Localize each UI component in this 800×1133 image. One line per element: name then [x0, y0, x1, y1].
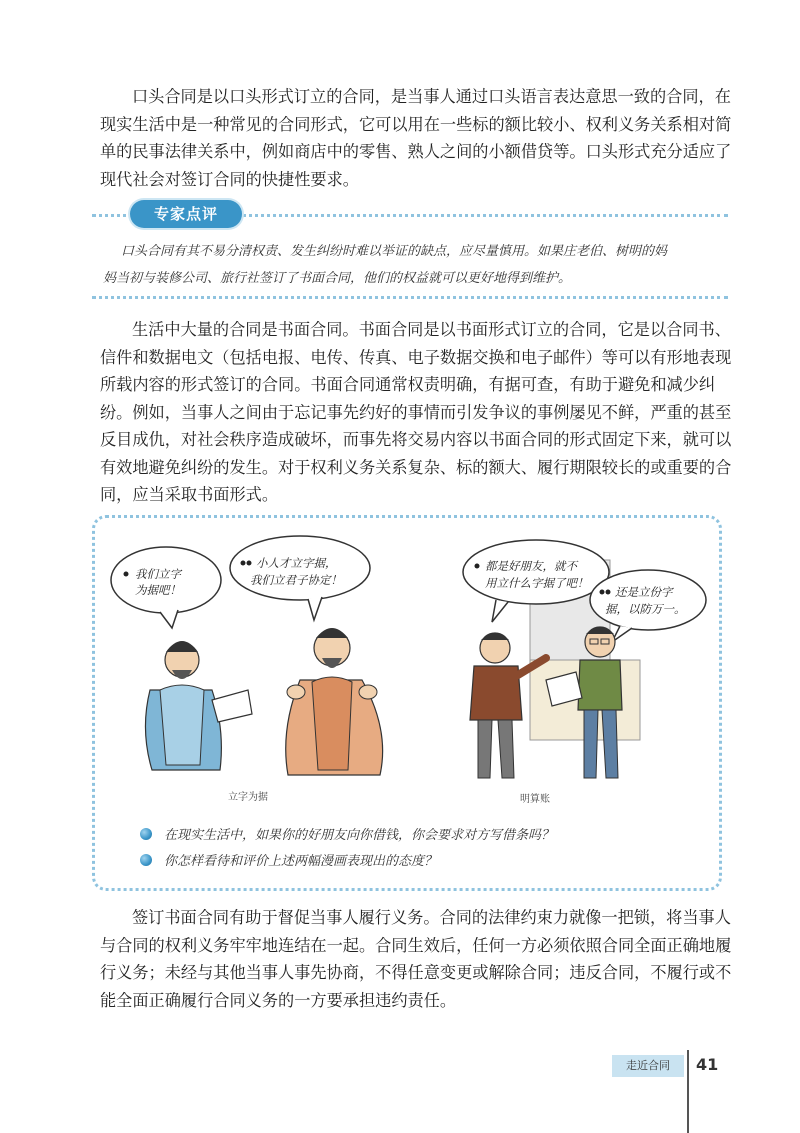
text-line: 所载内容的形式签订的合同。书面合同通常权责明确，有据可查，有助于避免和减少纠 — [100, 375, 716, 394]
left-cartoon — [111, 536, 383, 775]
question-text: 在现实生活中，如果你的好朋友向你借钱，你会要求对方写借条吗？ — [164, 828, 555, 843]
scholar-figure-left — [145, 641, 252, 770]
bubble-text: 我们立字 — [135, 567, 181, 581]
bubble-tail — [492, 600, 508, 622]
cartoon-illustrations — [100, 530, 710, 790]
page-number: 41 — [696, 1055, 719, 1074]
bubble-dot-icon — [247, 561, 252, 566]
paragraph-written-contract — [100, 316, 732, 509]
footer-section-label: 走近合同 — [612, 1055, 684, 1077]
expert-comment-text — [103, 238, 723, 292]
bubble-tail — [308, 597, 322, 620]
text-line: 能全面正确履行合同义务的一方要承担违约责任。 — [100, 990, 457, 1010]
speech-bubble — [590, 570, 706, 630]
discussion-question — [140, 824, 554, 843]
text-line: 反目成仇，对社会秩序造成破坏，而事先将交易内容以书面合同的形式固定下来，就可以 — [100, 430, 732, 449]
text-line: 同，应当采取书面形式。 — [100, 485, 279, 504]
question-text: 你怎样看待和评价上述两幅漫画表现出的态度？ — [164, 854, 438, 869]
text-line: 口头合同是以口头形式订立的合同，是当事人通过口头语言表达意思一致的合同，在 — [132, 87, 731, 106]
text-line: 纷。例如，当事人之间由于忘记事先约好的事情而引发争议的事例屡见不鲜，严重的甚至 — [100, 402, 732, 422]
text-line: 单的民事法律关系中，例如商店中的零售、熟人之间的小额借贷等。口头形式充分适应了 — [100, 142, 732, 161]
text-line: 信件和数据电文（包括电报、电传、传真、电子数据交换和电子邮件）等可以有形地表现 — [100, 347, 732, 367]
bullet-icon — [140, 854, 152, 866]
text-line: 现代社会对签订合同的快捷性要求。 — [100, 169, 359, 189]
text-line: 妈当初与装修公司、旅行社签订了书面合同，他们的权益就可以更好地得到维护。 — [103, 271, 572, 286]
text-line: 现实生活中是一种常见的合同形式，它可以用在一些标的额比较小、权利义务关系相对简 — [100, 114, 732, 134]
bubble-text: 用立什么字据了吧！ — [485, 576, 589, 590]
bubble-dot-icon — [124, 572, 129, 577]
expert-comment-tag: 专家点评 — [130, 200, 242, 228]
bubble-text: 还是立份字 — [615, 585, 673, 599]
expert-divider-bottom — [92, 296, 728, 299]
footer-divider — [687, 1050, 689, 1133]
bubble-dot-icon — [606, 590, 611, 595]
text-line: 生活中大量的合同是书面合同。书面合同是以书面形式订立的合同，它是以合同书、 — [132, 320, 731, 339]
text-line: 行义务；未经与其他当事人事先协商，不得任意变更或解除合同；违反合同，不履行或不 — [100, 963, 732, 982]
right-cartoon — [463, 540, 706, 778]
text-line: 签订书面合同有助于督促当事人履行义务。合同的法律约束力就像一把锁，将当事人 — [132, 908, 731, 927]
bubble-dot-icon — [241, 561, 246, 566]
bubble-text: 小人才立字据， — [256, 556, 337, 570]
text-line: 有效地避免纠纷的发生。对于权利义务关系复杂、标的额大、履行期限较长的或重要的合 — [100, 457, 732, 477]
cartoon-caption-right: 明算账 — [520, 794, 550, 805]
paragraph-contract-obligation — [100, 904, 732, 1014]
cartoon-caption-left: 立字为据 — [228, 792, 268, 803]
paragraph-oral-contract — [100, 83, 732, 193]
bubble-dot-icon — [600, 590, 605, 595]
discussion-question — [140, 850, 437, 869]
text-line: 口头合同有其不易分清权责、发生纠纷时难以举证的缺点，应尽量慎用。如果庄老伯、树明的妈 — [121, 244, 668, 259]
bullet-icon — [140, 828, 152, 840]
bubble-text: 据，以防万一。 — [605, 602, 686, 616]
bubble-text: 为据吧！ — [135, 583, 181, 597]
bubble-dot-icon — [475, 564, 480, 569]
bubble-text: 都是好朋友，就不 — [485, 559, 577, 573]
text-line: 与合同的权利义务牢牢地连结在一起。合同生效后，任何一方必须依照合同全面正确地履 — [100, 935, 732, 955]
bubble-tail — [160, 610, 178, 628]
bubble-text: 我们立君子协定！ — [250, 573, 342, 587]
scholar-figure-right — [286, 628, 383, 775]
